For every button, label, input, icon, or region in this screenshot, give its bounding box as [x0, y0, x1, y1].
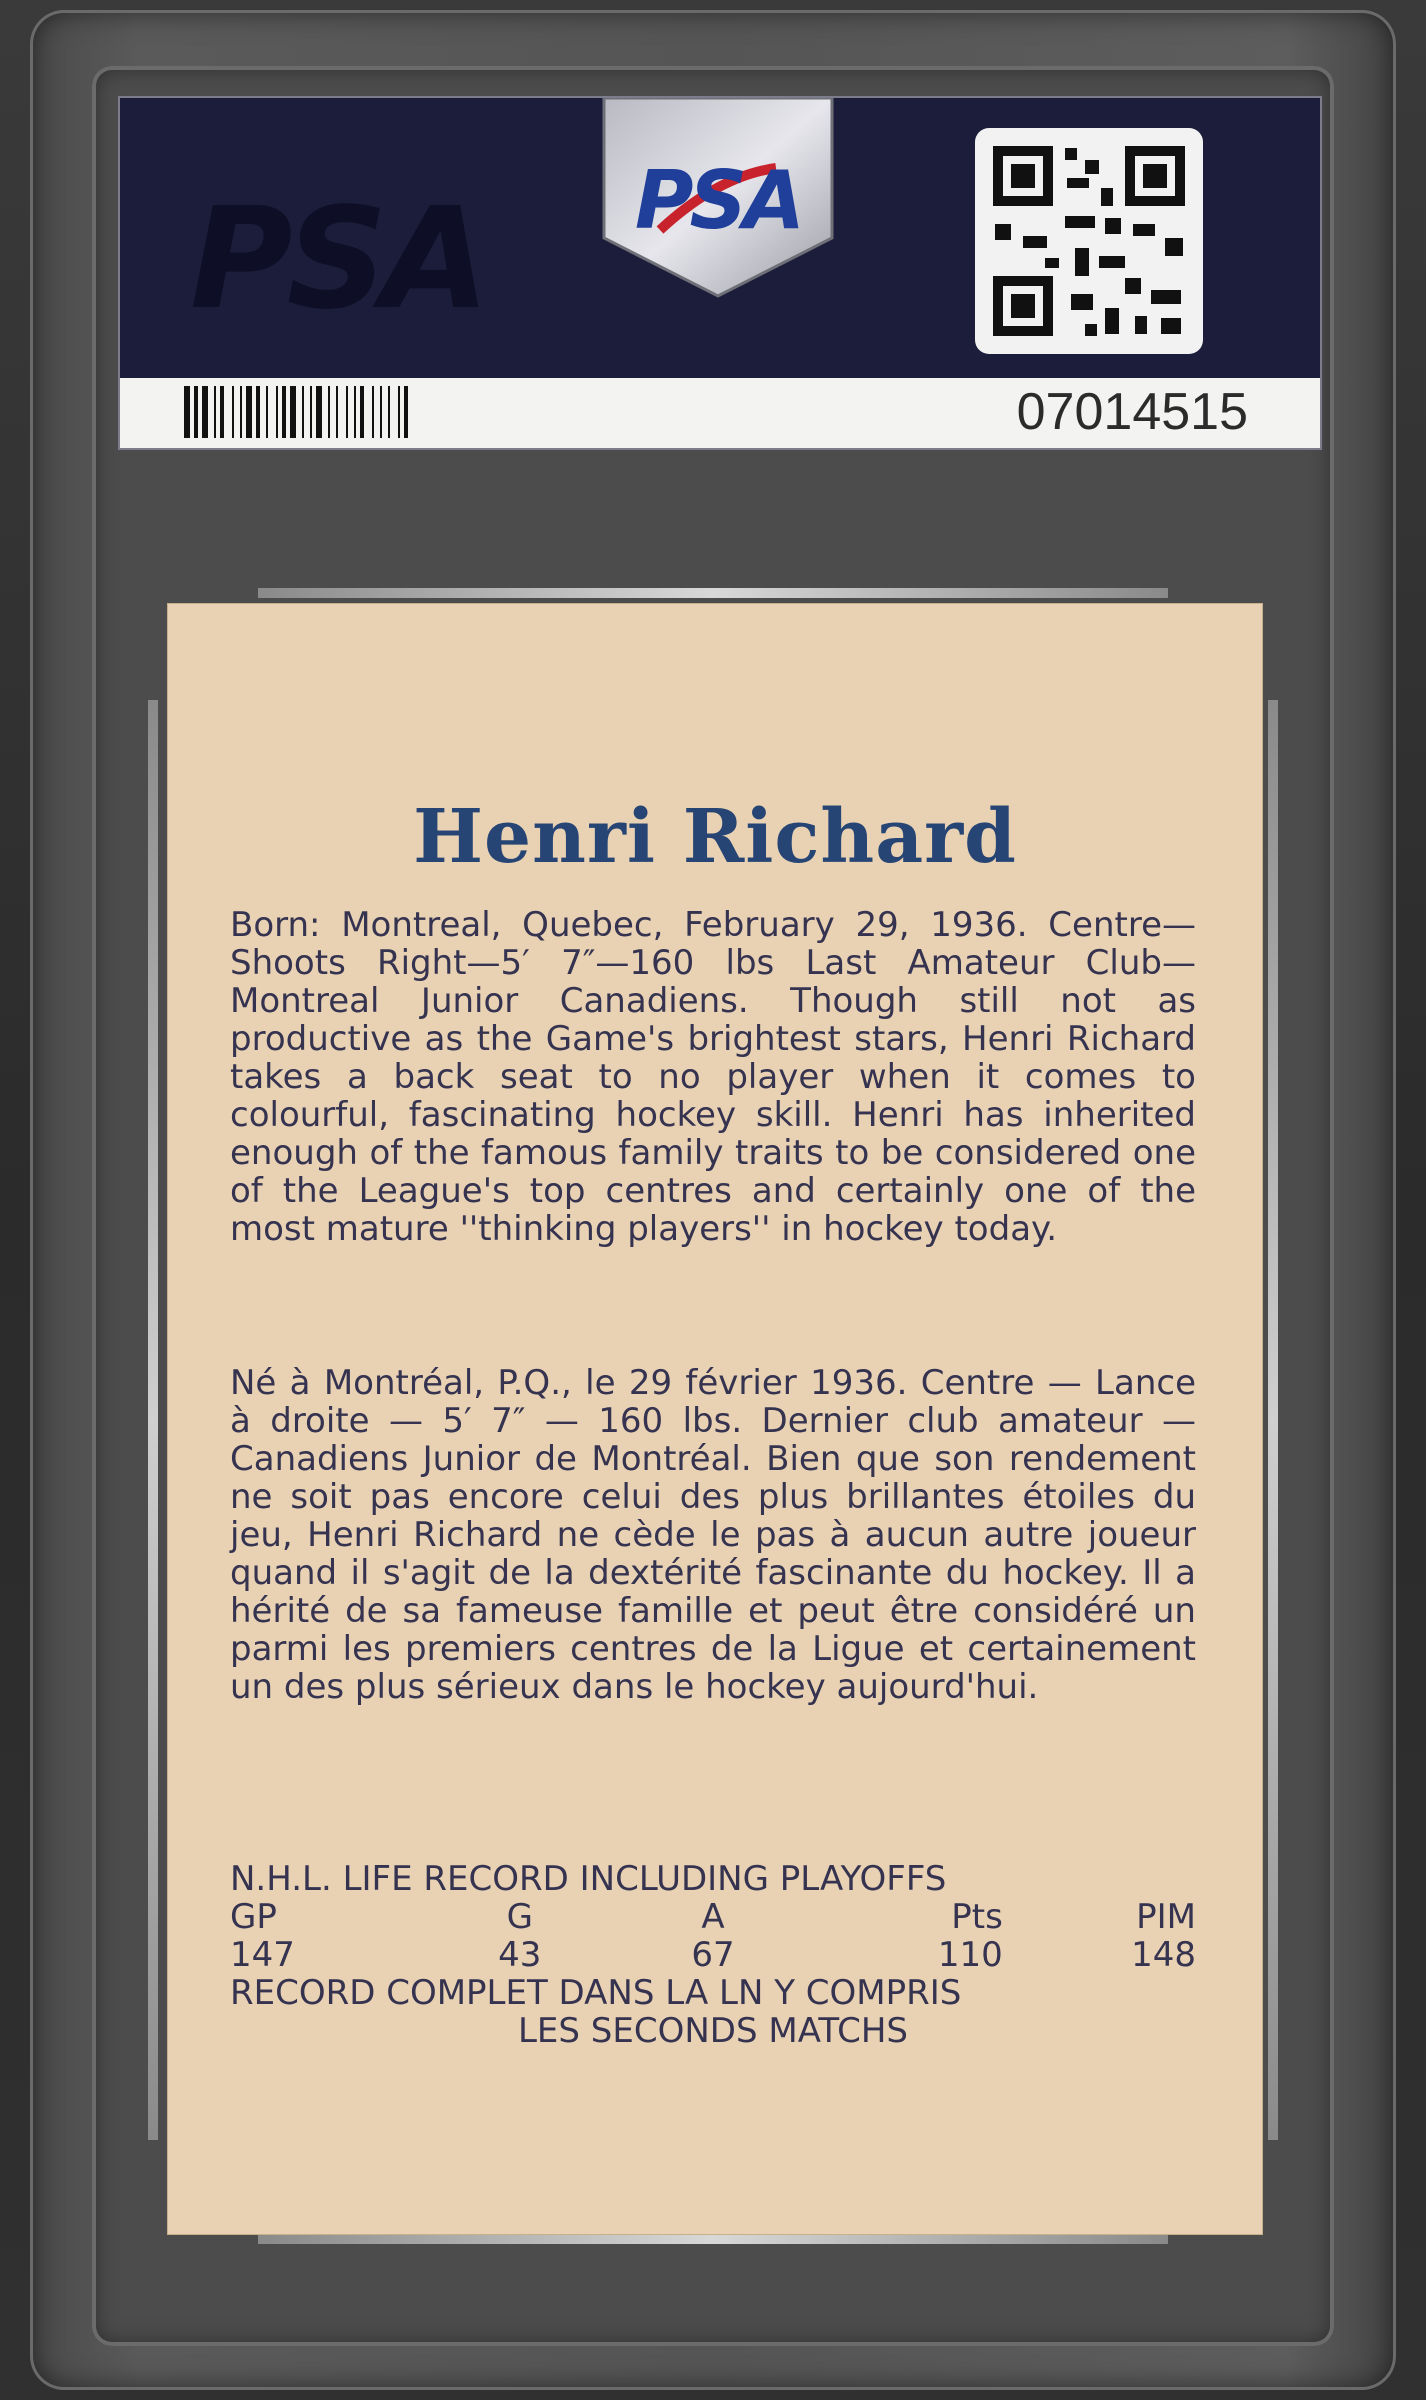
psa-shield-logo: PSA [634, 154, 802, 247]
record-heading-fr: RECORD COMPLET DANS LA LN Y COMPRIS [230, 1973, 962, 2013]
card-rail-top [258, 588, 1168, 598]
barcode-bar [354, 386, 356, 438]
barcode-bar [290, 386, 296, 438]
label-strip [120, 378, 1320, 448]
barcode-bar [380, 386, 382, 438]
barcode-bar [336, 386, 338, 438]
barcode-bar [220, 386, 224, 438]
stats-value-0: 147 [230, 1935, 295, 1975]
stats-header-2: A [701, 1897, 725, 1937]
barcode-bar [214, 386, 216, 438]
barcode-bar [372, 386, 374, 438]
barcode-bar [256, 386, 260, 438]
barcode-bar [310, 386, 312, 438]
french-bio: Né à Montréal, P.Q., le 29 février 1936. Centre — Lance à droite — 5′ 7″ — 160 lbs. Dernier club amateur — Canadiens Junior de Montréal. Bien que son rendement ne soit pas encore celui des plus brillantes étoiles du jeu, Henri Richard ne cède le pas à aucun autre joueur quand il s'agit de la dextérité fascinante du hockey. Il a hérité de sa fameuse famille et peut être considéré un parmi les premiers centres de la Ligue et certainement un des plus sérieux dans le hockey aujourd'hui. [230, 1363, 1196, 1707]
stats-header-3: Pts [951, 1897, 1003, 1937]
barcode-bar [316, 386, 322, 438]
stats-header-1: G [506, 1897, 533, 1937]
stats-value-4: 148 [1131, 1935, 1196, 1975]
barcode-bar [346, 386, 348, 438]
barcode-bar [282, 386, 286, 438]
barcode-bar [194, 386, 198, 438]
record-heading-fr-2: LES SECONDS MATCHS [517, 2011, 908, 2051]
barcode-bar [202, 386, 208, 438]
barcode-bar [398, 386, 400, 438]
barcode-bar [240, 386, 242, 438]
psa-label [118, 96, 1322, 450]
barcode-icon [184, 386, 494, 438]
card-rail-bottom [258, 2234, 1168, 2244]
cert-number: 07014515 [1016, 383, 1248, 441]
barcode-bar [302, 386, 304, 438]
stats-header-4: PIM [1136, 1897, 1196, 1937]
psa-watermark-logo: PSA [190, 178, 484, 341]
stats-value-row [230, 1936, 1196, 1974]
stats-value-3: 110 [937, 1935, 1003, 1975]
stats-header-0: GP [230, 1897, 277, 1937]
barcode-bar [388, 386, 390, 438]
barcode-bar [328, 386, 330, 438]
qr-code-icon [975, 128, 1203, 354]
stats-value-2: 67 [691, 1935, 735, 1975]
barcode-bar [276, 386, 278, 438]
qr-code[interactable] [975, 128, 1203, 354]
hockey-card-back [168, 604, 1262, 2234]
barcode-bar [404, 386, 408, 438]
stats-value-1: 43 [498, 1935, 542, 1975]
barcode-bar [246, 386, 252, 438]
barcode-bar [360, 386, 364, 438]
record-heading: N.H.L. LIFE RECORD INCLUDING PLAYOFFS [230, 1859, 947, 1899]
player-name: Henri Richard [413, 794, 1017, 880]
stats-block [230, 1860, 1196, 2050]
barcode-bar [184, 386, 190, 438]
barcode-bar [232, 386, 234, 438]
card-rail-right [1268, 700, 1278, 2140]
card-rail-left [148, 700, 158, 2140]
stats-header-row [230, 1898, 1196, 1936]
english-bio: Born: Montreal, Quebec, February 29, 1936. Centre—Shoots Right—5′ 7″—160 lbs Last Amateur Club—Montreal Junior Canadiens. Though still not as productive as the Game's brightest stars, Henri Richard takes a back seat to no player when it comes to colourful, fascinating hockey skill. Henri has inherited enough of the famous family traits to be considered one of the League's top centres and certainly one of the most mature ''thinking players'' in hockey today. [230, 905, 1196, 1249]
barcode-bar [266, 386, 268, 438]
